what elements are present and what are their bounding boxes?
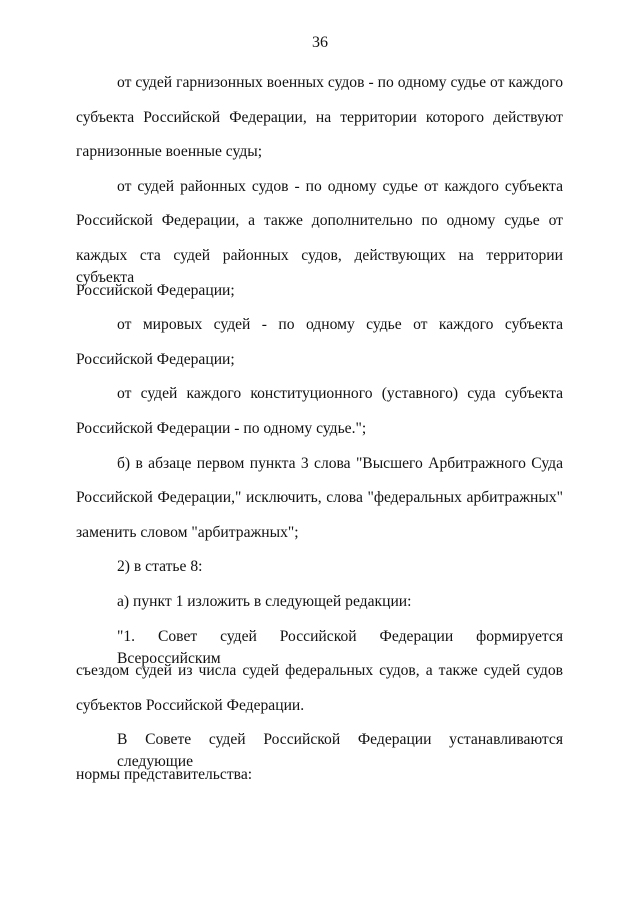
document-body bbox=[76, 72, 563, 798]
text-line: от судей районных судов - по одному судье от каждого субъекта bbox=[117, 177, 563, 195]
text-line: субъекта Российской Федерации, на территории которого действуют bbox=[76, 108, 563, 126]
text-line: каждых ста судей районных судов, действующих на территории субъекта bbox=[76, 246, 563, 286]
text-line: от мировых судей - по одному судье от каждого субъекта bbox=[117, 316, 563, 334]
text-line: б) в абзаце первом пункта 3 слова "Высшего Арбитражного Суда bbox=[117, 454, 563, 472]
text-line: Российской Федерации," исключить, слова "федеральных арбитражных" bbox=[76, 489, 563, 507]
text-line: Российской Федерации; bbox=[76, 350, 235, 368]
text-line: Российской Федерации, а также дополнительно по одному судье от bbox=[76, 212, 563, 230]
text-line: Российской Федерации; bbox=[76, 281, 235, 299]
text-line: а) пункт 1 изложить в следующей редакции: bbox=[117, 592, 412, 610]
text-line: "1. Совет судей Российской Федерации формируется Всероссийским bbox=[117, 627, 563, 667]
text-line: заменить словом "арбитражных"; bbox=[76, 523, 299, 541]
text-line: нормы представительства: bbox=[76, 765, 253, 783]
text-line: В Совете судей Российской Федерации устанавливаются следующие bbox=[117, 731, 563, 771]
text-line: съездом судей из числа судей федеральных судов, а также судей судов bbox=[76, 662, 563, 680]
page-number: 36 bbox=[312, 34, 328, 51]
text-line: от судей каждого конституционного (уставного) суда субъекта bbox=[117, 385, 563, 403]
text-line: субъектов Российской Федерации. bbox=[76, 696, 305, 714]
text-line: от судей гарнизонных военных судов - по одному судье от каждого bbox=[117, 74, 563, 91]
text-line: Российской Федерации - по одному судье."; bbox=[76, 419, 367, 437]
text-line: гарнизонные военные суды; bbox=[76, 143, 263, 161]
text-line: 2) в статье 8: bbox=[117, 558, 203, 576]
